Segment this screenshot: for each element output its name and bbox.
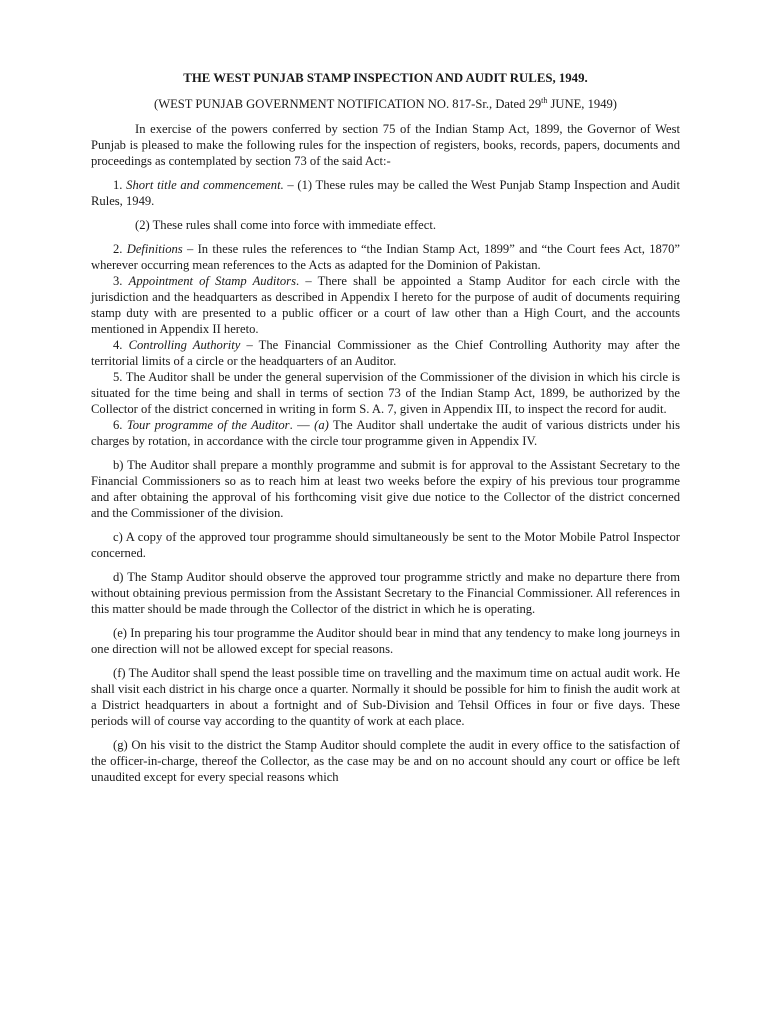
rule-2: 2. Definitions – In these rules the references to “the Indian Stamp Act, 1899” and “the Court fees Act, 1870” wherever occurring mean references to the Acts as adapted for the Dominion of Pakistan. [91, 242, 680, 272]
document-page [91, 62, 680, 785]
rule-6: 6. Tour programme of the Auditor. — (a) The Auditor shall undertake the audit of various districts under his charges by rotation, in accordance with the circle tour programme given in Appendix IV. [91, 418, 680, 448]
rule-6-b: b) The Auditor shall prepare a monthly programme and submit is for approval to the Assistant Secretary to the Financial Commissioners so as to reach him at least two weeks before the expiry of his previous tour programme and after obtaining the approval of his forthcoming visit give due notice to the Collector of the district concerned and the Commissioner of the division. [91, 458, 680, 520]
rule-5: 5. The Auditor shall be under the general supervision of the Commissioner of the division in which his circle is situated for the time being and shall in terms of section 73 of the Indian Stamp Act, 1899, be authorized by the Collector of the district concerned in writing in form S. A. 7, given in Appendix III, to inspect the record for audit. [91, 370, 680, 416]
preamble-paragraph: In exercise of the powers conferred by section 75 of the Indian Stamp Act, 1899, the Governor of West Punjab is pleased to make the following rules for the inspection of registers, books, records, papers, documents and proceedings as contemplated by section 73 of the said Act:- [91, 122, 680, 168]
rule-3: 3. Appointment of Stamp Auditors. – There shall be appointed a Stamp Auditor for each circle with the jurisdiction and the headquarters as described in Appendix I hereto for the purpose of audit of documents requiring stamp duty with are presented to a public officer or a court of law other than a High Court, and the accounts mentioned in Appendix II hereto. [91, 274, 680, 336]
rule-1-subclause-2: (2) These rules shall come into force with immediate effect. [135, 218, 436, 232]
rule-6-g: (g) On his visit to the district the Stamp Auditor should complete the audit in every office to the satisfaction of the officer-in-charge, thereof the Collector, as the case may be and on no account should any court or office be left unaudited except for every special reasons which [91, 738, 680, 784]
rule-6-c: c) A copy of the approved tour programme should simultaneously be sent to the Motor Mobile Patrol Inspector concerned. [91, 530, 680, 560]
rule-4: 4. Controlling Authority – The Financial Commissioner as the Chief Controlling Authority may after the territorial limits of a circle or the headquarters of an Auditor. [91, 338, 681, 368]
rule-1: 1. Short title and commencement. – (1) These rules may be called the West Punjab Stamp Inspection and Audit Rules, 1949. [91, 178, 680, 208]
rule-6-f: (f) The Auditor shall spend the least possible time on travelling and the maximum time on actual audit work. He shall visit each district in his charge once a quarter. Normally it should be possible for him to finish the audit work at a District headquarters in about a fortnight and of Sub-Division and Tehsil Offices in four or five days. These periods will of course vay according to the quantity of work at each place. [91, 666, 680, 728]
document-subtitle: (WEST PUNJAB GOVERNMENT NOTIFICATION NO. 817-Sr., Dated 29th JUNE, 1949) [154, 95, 617, 111]
rule-6-d: d) The Stamp Auditor should observe the approved tour programme strictly and make no departure there from without obtaining previous permission from the Assistant Secretary to the Financial Commissioner. All references in this matter should be made through the Collector of the district in which he is operating. [91, 570, 680, 616]
rule-6-e: (e) In preparing his tour programme the Auditor should bear in mind that any tendency to make long journeys in one direction will not be allowed except for special reasons. [91, 626, 680, 656]
document-title: THE WEST PUNJAB STAMP INSPECTION AND AUDIT RULES, 1949. [183, 71, 588, 85]
